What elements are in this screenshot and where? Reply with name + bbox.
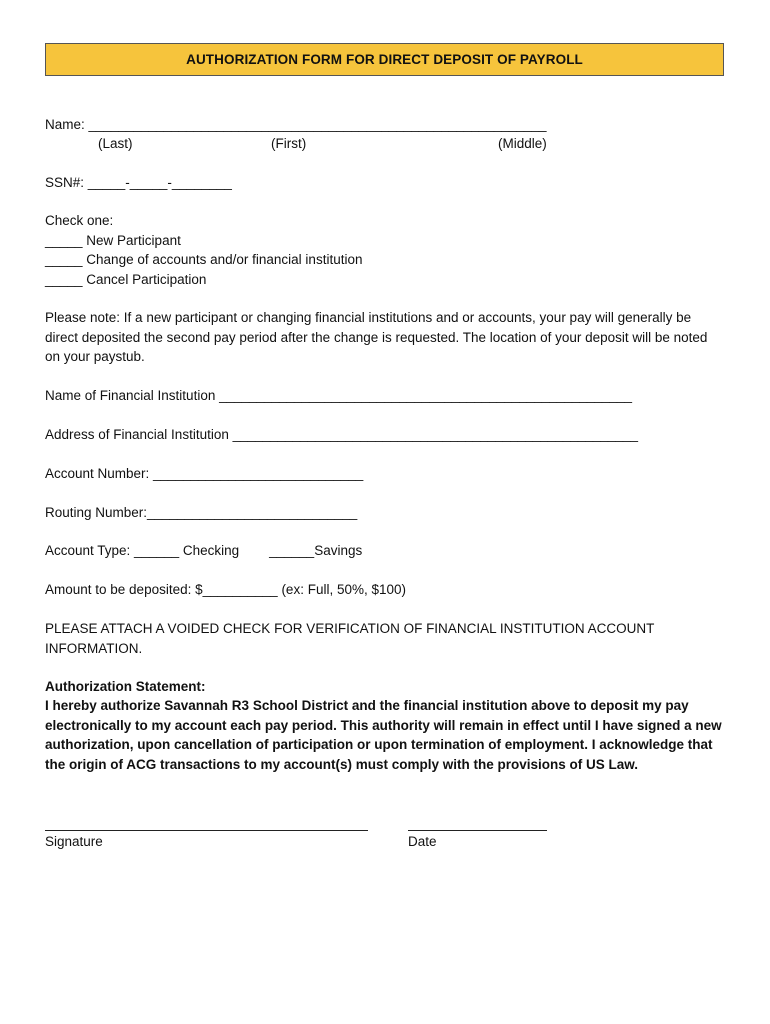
option-cancel-participation: _____ Cancel Participation (45, 272, 207, 287)
name-first-label: (First) (271, 136, 307, 151)
form-title: AUTHORIZATION FORM FOR DIRECT DEPOSIT OF PAYROLL (45, 43, 724, 76)
signature-line (45, 830, 368, 831)
name-middle-label: (Middle) (498, 136, 547, 151)
attach-voided-check-notice: PLEASE ATTACH A VOIDED CHECK FOR VERIFICATION OF FINANCIAL INSTITUTION ACCOUNT INFORMATION. (45, 621, 655, 656)
financial-institution-address-line: Address of Financial Institution ______________________________________________________ (45, 427, 639, 442)
ssn-field-line: SSN#: _____-_____-________ (45, 175, 232, 190)
option-change-accounts: _____ Change of accounts and/or financial institution (45, 252, 363, 267)
authorization-statement: I hereby authorize Savannah R3 School District and the financial institution above to deposit my pay electronically to my account each pay period. This authority will remain in effect until I have signed a new authorization, upon cancellation of participation or upon termination of employment. I acknowledge that the origin of ACG transactions to my account(s) must comply with the provisions of US Law. (45, 698, 722, 772)
amount-deposited-line: Amount to be deposited: $__________ (ex: Full, 50%, $100) (45, 582, 406, 597)
date-line (408, 830, 547, 831)
account-type-line: Account Type: ______ Checking ______Savings (45, 543, 363, 558)
signature-label: Signature (45, 834, 103, 849)
option-new-participant: _____ New Participant (45, 233, 181, 248)
financial-institution-name-line: Name of Financial Institution _______________________________________________________ (45, 388, 633, 403)
date-label: Date (408, 834, 437, 849)
authorization-heading: Authorization Statement: (45, 679, 206, 694)
name-last-label: (Last) (98, 136, 133, 151)
please-note-paragraph: Please note: If a new participant or changing financial institutions and or accounts, your pay will generally be direct deposited the second pay period after the change is requested. The location of your deposit will be noted on your paystub. (45, 310, 708, 364)
routing-number-line: Routing Number:____________________________ (45, 505, 358, 520)
account-number-line: Account Number: ____________________________ (45, 466, 364, 481)
check-one-label: Check one: (45, 213, 114, 228)
name-field-line: Name: _____________________________________________________________ (45, 117, 547, 132)
